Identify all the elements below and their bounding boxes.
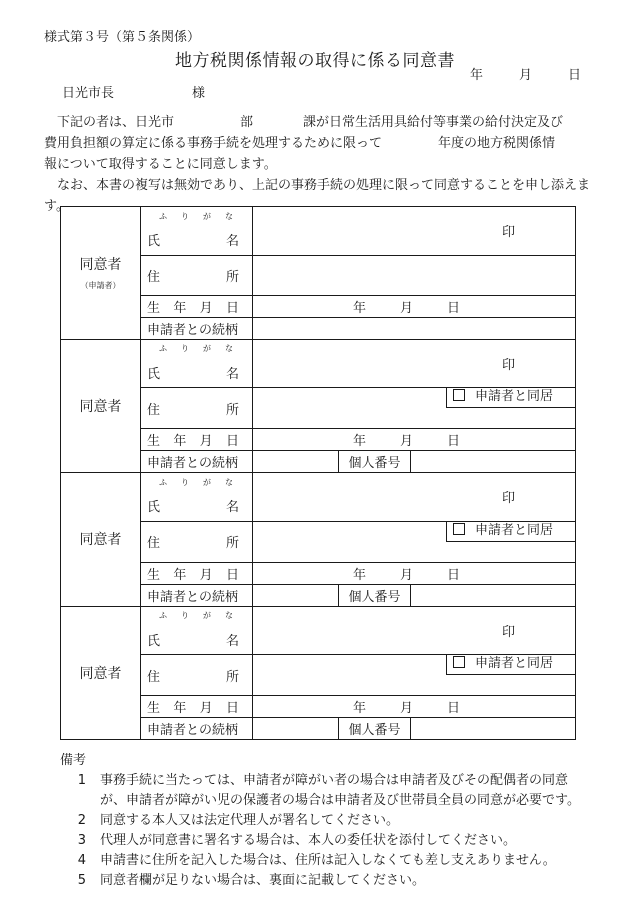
name-field[interactable]: [253, 606, 576, 655]
name-label: 氏 名: [141, 358, 253, 388]
seal-mark: 印: [501, 225, 515, 241]
name-label: 氏 名: [141, 225, 253, 255]
personal-number-label: 個人番号: [339, 718, 411, 740]
personal-number-label: 個人番号: [339, 451, 411, 473]
consenter-1-header: 同意者 （申請者）: [61, 207, 141, 340]
cohabit-checkbox[interactable]: 申請者と同居: [446, 521, 575, 542]
recipient-name: 日光市長: [62, 86, 115, 101]
consenter-2-header: 同意者: [61, 339, 141, 473]
consenter-4-header: 同意者: [61, 606, 141, 740]
name-label: 氏 名: [141, 491, 253, 521]
checkbox-icon: [453, 523, 465, 535]
seal-mark: 印: [501, 357, 515, 373]
personal-number-field[interactable]: [411, 584, 576, 606]
recipient: [62, 82, 205, 101]
relation-field[interactable]: [253, 718, 339, 740]
checkbox-icon: [453, 389, 465, 401]
address-field[interactable]: [253, 655, 576, 696]
personal-number-label: 個人番号: [339, 584, 411, 606]
seal-mark: 印: [501, 624, 515, 640]
birth-date-field[interactable]: 年 月 日: [253, 429, 576, 451]
statement-part-c: 課が日常生活用具給付等事業の給付決定及び: [303, 115, 564, 130]
applicant-sub-label: （申請者）: [80, 281, 121, 291]
date-day-label: 日: [568, 68, 582, 83]
personal-number-field[interactable]: [411, 451, 576, 473]
statement-disclaimer: なお、本書の複写は無効であり、上記の事務手続の処理に限って同意することを申し添えます。: [44, 178, 591, 214]
consenter-3-header: 同意者: [61, 473, 141, 607]
cohabit-checkbox[interactable]: 申請者と同居: [446, 387, 575, 408]
relation-label: 申請者との続柄: [141, 718, 253, 740]
relation-field[interactable]: [253, 451, 339, 473]
cohabit-checkbox[interactable]: 申請者と同居: [446, 654, 575, 675]
notes-section: [60, 751, 590, 891]
statement-part-e: 年度の地方税関係情: [438, 136, 556, 151]
checkbox-icon: [453, 656, 465, 668]
statement-part-a: 下記の者は、日光市: [57, 115, 175, 130]
address-field[interactable]: [253, 388, 576, 429]
statement-part-d: 費用負担額の算定に係る事務手続を処理するために限って: [44, 136, 383, 151]
relation-field[interactable]: [253, 584, 339, 606]
furigana-label: ふりがな: [141, 473, 253, 492]
birth-date-label: 生 年 月 日: [141, 562, 253, 584]
birth-date-label: 生 年 月 日: [141, 295, 253, 317]
name-label: 氏 名: [141, 625, 253, 655]
birth-date-field[interactable]: 年 月 日: [253, 562, 576, 584]
consenter-table: [60, 206, 576, 740]
statement-part-b: 部: [240, 115, 254, 130]
recipient-suffix: 様: [192, 86, 206, 101]
birth-date-field[interactable]: 年 月 日: [253, 696, 576, 718]
birth-date-field[interactable]: 年 月 日: [253, 295, 576, 317]
furigana-label: ふりがな: [141, 606, 253, 625]
address-label: 住 所: [141, 388, 253, 429]
notes-heading: 備考: [60, 753, 87, 768]
note-item: 4 申請書に住所を記入した場合は、住所は記入しなくても差し支えありません。: [77, 853, 556, 868]
name-field[interactable]: [253, 339, 576, 388]
relation-label: 申請者との続柄: [141, 317, 253, 339]
note-item: 1 事務手続に当たっては、申請者が障がい者の場合は申請者及びその配偶者の同意が、申請者が障がい児の保護者の場合は申請者及び世帯員全員の同意が必要です。: [77, 773, 580, 808]
furigana-label: ふりがな: [141, 339, 253, 358]
consent-statement: [44, 112, 592, 217]
note-item: 2 同意する本人又は法定代理人が署名してください。: [77, 813, 400, 828]
note-item: 5 同意者欄が足りない場合は、裏面に記載してください。: [77, 873, 426, 888]
document-title: 地方税関係情報の取得に係る同意書: [175, 51, 455, 71]
submission-date: [470, 64, 581, 83]
name-field[interactable]: [253, 207, 576, 256]
relation-field[interactable]: [253, 317, 576, 339]
seal-mark: 印: [501, 491, 515, 507]
relation-label: 申請者との続柄: [141, 451, 253, 473]
address-field[interactable]: [253, 521, 576, 562]
birth-date-label: 生 年 月 日: [141, 696, 253, 718]
relation-label: 申請者との続柄: [141, 584, 253, 606]
birth-date-label: 生 年 月 日: [141, 429, 253, 451]
date-month-label: 月: [519, 68, 533, 83]
date-year-label: 年: [470, 68, 484, 83]
address-label: 住 所: [141, 521, 253, 562]
furigana-label: ふりがな: [141, 207, 253, 226]
note-item: 3 代理人が同意書に署名する場合は、本人の委任状を添付してください。: [77, 833, 517, 848]
personal-number-field[interactable]: [411, 718, 576, 740]
name-field[interactable]: [253, 473, 576, 522]
address-label: 住 所: [141, 655, 253, 696]
statement-part-f: 報について取得することに同意します。: [44, 157, 277, 172]
form-number: 様式第３号（第５条関係）: [44, 30, 201, 45]
address-field[interactable]: [253, 255, 576, 295]
address-label: 住 所: [141, 255, 253, 295]
